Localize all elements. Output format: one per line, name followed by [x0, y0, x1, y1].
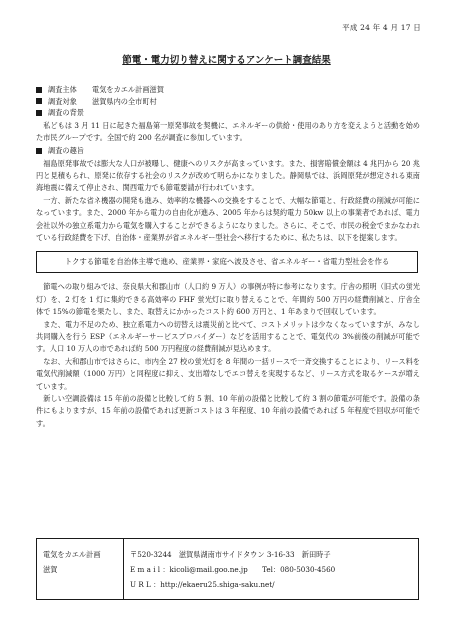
proposal-box: トクする節電を自治体主導で進め、産業界・家庭へ波及させ、省エネルギー・省電力型社会を作る — [36, 251, 418, 273]
background-paragraph: 私どもは 3 月 11 日に起きた福島第一原発事故を契機に、エネルギーの供給・使用のあり方を変えようと活動を始めた市民グループです。全国で約 200 名が調査に参加しています。 — [36, 120, 420, 142]
document-title: 節電・電力切り替えに関するアンケート調査結果 — [122, 55, 331, 66]
contact-organization — [37, 539, 124, 599]
purpose-paragraph-1: 福島原発事故では膨大な人口が被曝し、健康へのリスクが高まっています。また、損害賠償金額は 4 兆円から 20 兆円と見積もられ、原発に依存する社会のリスクが改めて明らかになりました。静岡県では、浜岡原発が想定される東南海地震に備えて停止され、関西電力でも節電要請が行われています。 — [36, 158, 420, 193]
section-heading-text: 調査の背景 — [48, 108, 84, 117]
meta-row-organizer — [36, 84, 420, 96]
organization-name-line-2: 滋賀 — [43, 565, 58, 574]
section-heading-background — [36, 107, 420, 119]
square-bullet-icon — [36, 148, 42, 154]
contact-box — [36, 538, 419, 600]
organization-name-line-1: 電気をカエル計画 — [43, 550, 101, 559]
section-heading-text: 調査の趣旨 — [48, 146, 84, 156]
body-paragraph-4: 新しい空調設備は 15 年前の設備と比較して約 5 割、10 年前の設備と比較して約 3 割の節電が可能です。設備の条件にもよりますが、15 年前の設備であれば更新コストは 3 年程度、10 年前の設備であれば 5 年程度で回収が可能です。 — [36, 394, 420, 428]
body-paragraph-1: 節電への取り組みでは、奈良県大和郡山市（人口約 9 万人）の事例が特に参考になります。庁舎の照明（旧式の蛍光灯）を、2 灯を 1 灯に集約できる高効率の FHF 蛍光灯に取り替えることで、年間約 500 万円の経費削減と、庁舎全体で 15%の節電を果たし、また、取替えにかかったコスト約 600 万円と、1 年あまりで回収しています。 — [36, 282, 420, 317]
meta-value: 電気をカエル計画滋賀 — [92, 85, 164, 94]
contact-address: 〒520-3244 滋賀県湖南市サイドタウン 3-16-33 新田時子 — [130, 550, 331, 559]
meta-label: 調査主体 — [48, 85, 77, 94]
square-bullet-icon — [36, 87, 42, 93]
meta-value: 滋賀県内の全市町村 — [92, 96, 157, 106]
section-heading-purpose — [36, 145, 420, 157]
meta-label: 調査対象 — [48, 96, 77, 106]
contact-url-link[interactable]: U R L ：http://ekaeru25.shiga-saku.net/ — [130, 580, 275, 589]
meta-row-target — [36, 96, 420, 108]
document-content — [36, 84, 420, 430]
body-paragraph-3: なお、大和郡山市ではさらに、市内全 27 校の蛍光灯を 8 年間の一括リースで一斉交換することにより、リース料を電気代削減額（1000 万円）と同程度に抑え、支出増なしでエコ替えを実現するなど、リース方式を取るケースが増えています。 — [36, 356, 420, 391]
contact-email-phone[interactable]: E m a i l ：kicoli@mail.goo.ne.jp Tel：080-5030-4560 — [130, 565, 336, 574]
square-bullet-icon — [36, 110, 42, 116]
document-date: 平成 24 年 4 月 17 日 — [342, 23, 421, 32]
square-bullet-icon — [36, 98, 42, 104]
purpose-paragraph-2: 一方、新たな省ネ機器の開発も進み、効率的な機器への交換をすることで、大幅な節電と、行政経費の削減が可能になっています。また、2000 年から電力の自由化が進み、2005 年からは契約電力 50kw 以上の事業者であれば、電力会社以外の独立系電力から電気を購入することができるようになりました。さらに、そこで、市民の税金でまかなわれている行政経費を下げ、自治体・産業界が省エネルギー型社会へ移行するために、私たちは、以下を提案します。 — [36, 195, 420, 242]
body-paragraph-2: また、電力不足のため、独立系電力への切替えは震災前と比べて、コストメリットは少なくなっていますが、みなし共同購入を行う ESP（エネルギーサービスプロバイダー）などを活用することで、電気代の 3%前後の削減が可能です。人口 10 万人の市であれば約 500 万円程度の経費削減が見込めます。 — [36, 319, 420, 354]
contact-details — [124, 539, 335, 599]
